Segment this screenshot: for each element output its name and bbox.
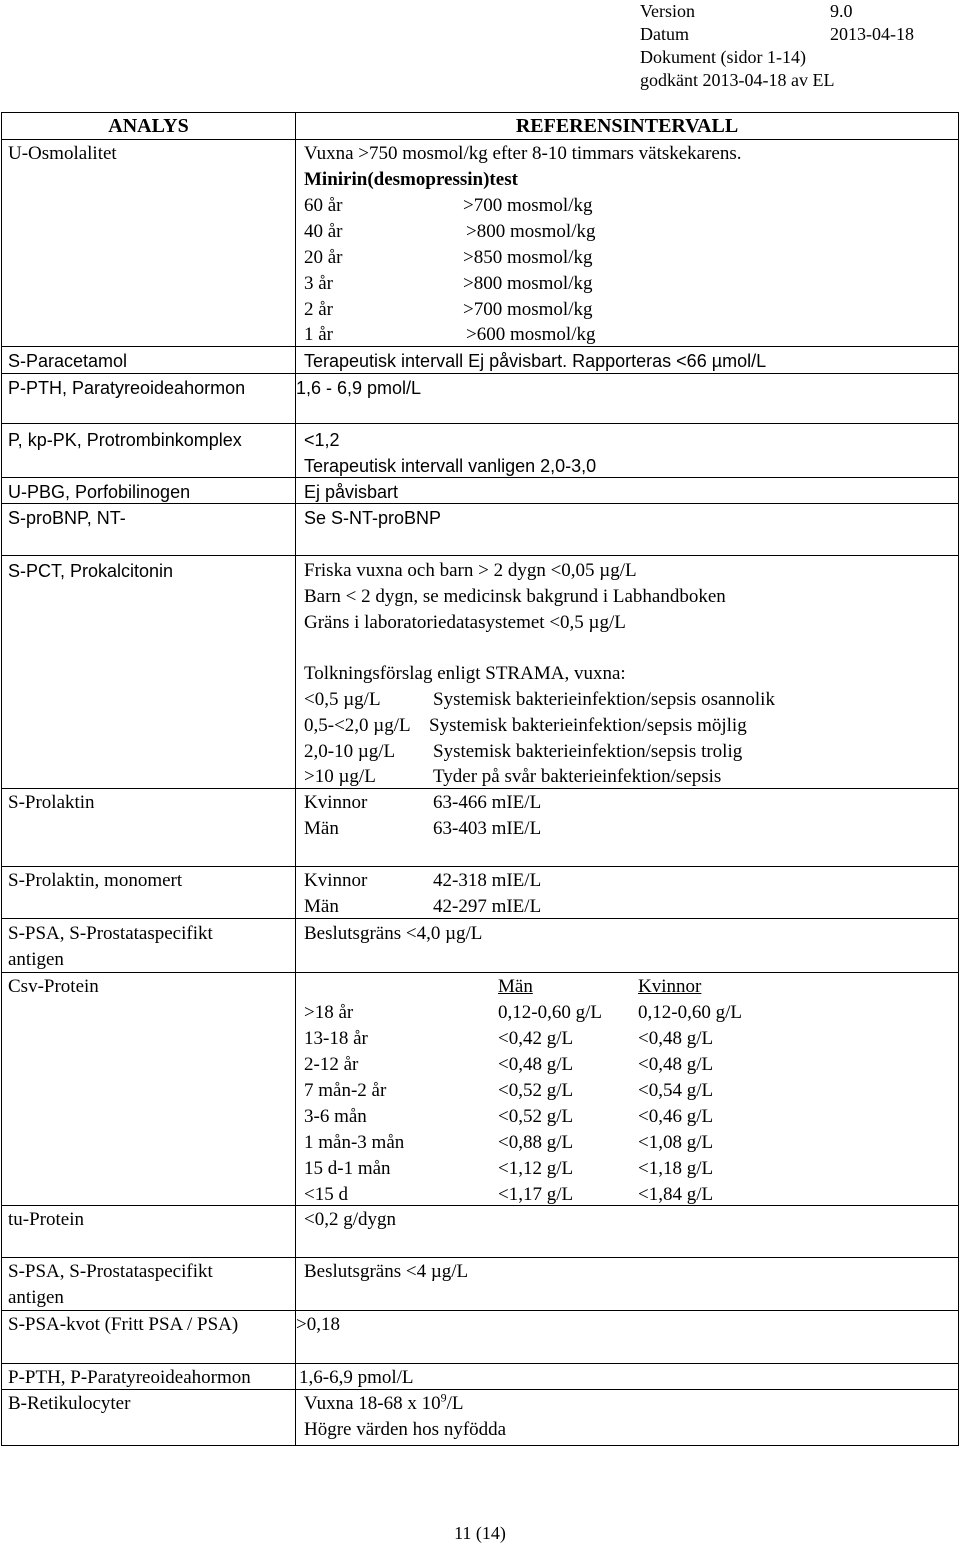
analys-name: P, kp-PK, Protrombinkomplex	[8, 430, 242, 450]
analys-name: U-PBG, Porfobilinogen	[8, 482, 191, 502]
ref-value: >700 mosmol/kg	[463, 299, 593, 320]
page-number: 11 (14)	[454, 1523, 506, 1543]
sex-label: Kvinnor	[304, 792, 368, 813]
ref-text: Vuxna >750 mosmol/kg efter 8-10 timmars vätskekarens.	[304, 143, 742, 164]
ref-value: 2,0-10 µg/L	[304, 741, 396, 762]
ref-text-exponent: 9	[440, 1390, 447, 1405]
ref-value: 0,5-<2,0 µg/L	[304, 715, 411, 736]
ref-text: <1,2	[304, 430, 340, 450]
analys-name: U-Osmolalitet	[8, 143, 117, 164]
ref-text: Tyder på svår bakterieinfektion/sepsis	[433, 766, 722, 787]
age-label: 7 mån-2 år	[304, 1080, 387, 1101]
age-label: 15 d-1 mån	[304, 1158, 391, 1179]
analys-name: S-PSA, S-Prostataspecifikt	[8, 923, 213, 944]
ref-value-kvinnor: 0,12-0,60 g/L	[638, 1002, 742, 1023]
sex-label: Män	[304, 896, 339, 917]
ref-value: >700 mosmol/kg	[463, 195, 593, 216]
version-value: 9.0	[830, 1, 853, 21]
age-label: 13-18 år	[304, 1028, 368, 1049]
ref-text: Ej påvisbart	[304, 482, 399, 502]
age-label: 3-6 mån	[304, 1106, 367, 1127]
analys-name: S-Paracetamol	[8, 351, 128, 371]
age-label: <15 d	[304, 1184, 348, 1205]
ref-text: Systemisk bakterieinfektion/sepsis osannolik	[433, 689, 775, 710]
ref-text: 1,6 - 6,9 pmol/L	[296, 378, 422, 398]
ref-text: Högre värden hos nyfödda	[304, 1419, 507, 1440]
ref-text: Terapeutisk intervall vanligen 2,0-3,0	[304, 456, 597, 476]
ref-text: Beslutsgräns <4 µg/L	[304, 1261, 469, 1282]
analys-name-cont: antigen	[8, 1287, 64, 1308]
ref-text	[304, 1391, 463, 1417]
approved-line: godkänt 2013-04-18 av EL	[640, 70, 835, 90]
table-row	[2, 1258, 959, 1311]
analys-name: P-PTH, Paratyreoideahormon	[8, 378, 246, 398]
table-row	[2, 1364, 959, 1390]
analys-name-cont: antigen	[8, 949, 64, 970]
table-row	[2, 140, 959, 347]
ref-text: Barn < 2 dygn, se medicinsk bakgrund i Labhandboken	[304, 586, 726, 607]
ref-value: <0,5 µg/L	[304, 689, 381, 710]
ref-value: 42-297 mIE/L	[433, 896, 542, 917]
ref-text: 1,6-6,9 pmol/L	[299, 1367, 414, 1388]
ref-value-kvinnor: <0,48 g/L	[638, 1054, 714, 1075]
age-label: 2-12 år	[304, 1054, 359, 1075]
age-label: 60 år	[304, 195, 343, 216]
table-row	[2, 1390, 959, 1446]
ref-text: Minirin(desmopressin)test	[304, 169, 518, 190]
analys-name: S-Prolaktin, monomert	[8, 870, 183, 891]
ref-value: 42-318 mIE/L	[433, 870, 542, 891]
ref-value-man: <0,48 g/L	[498, 1054, 574, 1075]
column-header-analys: ANALYS	[2, 113, 296, 140]
table-row	[2, 973, 959, 1206]
table-row	[2, 478, 959, 504]
ref-value: >10 µg/L	[304, 766, 376, 787]
column-label-man: Män	[498, 976, 533, 997]
ref-value: >850 mosmol/kg	[463, 247, 593, 268]
age-label: >18 år	[304, 1002, 354, 1023]
table-row	[2, 424, 959, 478]
sex-label: Kvinnor	[304, 870, 368, 891]
table-header-row	[2, 113, 959, 140]
ref-value-man: <0,52 g/L	[498, 1106, 574, 1127]
age-label: 40 år	[304, 221, 343, 242]
date-row	[640, 23, 940, 46]
ref-text: Gräns i laboratoriedatasystemet <0,5 µg/L	[304, 612, 626, 633]
ref-value-kvinnor: <1,84 g/L	[638, 1184, 714, 1205]
ref-value-man: <0,88 g/L	[498, 1132, 574, 1153]
age-label: 1 mån-3 mån	[304, 1132, 405, 1153]
ref-value-man: <1,12 g/L	[498, 1158, 574, 1179]
document-header	[640, 0, 940, 92]
table-row	[2, 374, 959, 424]
table-row	[2, 919, 959, 973]
analys-name: S-PSA-kvot (Fritt PSA / PSA)	[8, 1314, 239, 1335]
version-label: Version	[640, 1, 695, 21]
age-label: 20 år	[304, 247, 343, 268]
reference-table	[1, 112, 959, 1446]
ref-text: >0,18	[296, 1314, 340, 1335]
ref-text: Se S-NT-proBNP	[304, 508, 442, 528]
ref-value: >800 mosmol/kg	[463, 273, 593, 294]
analys-name: B-Retikulocyter	[8, 1393, 131, 1414]
sex-label: Män	[304, 818, 339, 839]
date-value: 2013-04-18	[830, 24, 914, 44]
table-row	[2, 789, 959, 867]
analys-name: S-PSA, S-Prostataspecifikt	[8, 1261, 213, 1282]
ref-value-kvinnor: <1,08 g/L	[638, 1132, 714, 1153]
ref-value: >800 mosmol/kg	[466, 221, 596, 242]
ref-value: 63-403 mIE/L	[433, 818, 542, 839]
analys-name: Csv-Protein	[8, 976, 99, 997]
column-header-referensintervall: REFERENSINTERVALL	[296, 113, 959, 140]
ref-value-man: <0,52 g/L	[498, 1080, 574, 1101]
analys-name: S-proBNP, NT-	[8, 508, 126, 528]
age-label: 3 år	[304, 273, 334, 294]
table-row	[2, 1206, 959, 1258]
ref-text: Systemisk bakterieinfektion/sepsis trolig	[433, 741, 743, 762]
age-label: 2 år	[304, 299, 334, 320]
ref-value-kvinnor: <0,48 g/L	[638, 1028, 714, 1049]
table-row	[2, 347, 959, 374]
date-label: Datum	[640, 24, 689, 44]
column-label-kvinnor: Kvinnor	[638, 976, 702, 997]
u-osm-ref	[296, 140, 959, 347]
ref-value: >600 mosmol/kg	[466, 324, 596, 345]
ref-value-man: 0,12-0,60 g/L	[498, 1002, 602, 1023]
analys-name: S-PCT, Prokalcitonin	[8, 561, 174, 581]
ref-value-kvinnor: <0,54 g/L	[638, 1080, 714, 1101]
ref-value: 63-466 mIE/L	[433, 792, 542, 813]
table-row	[2, 504, 959, 556]
version-row	[640, 0, 940, 23]
table-row	[2, 1311, 959, 1364]
document-pages: Dokument (sidor 1-14)	[640, 47, 806, 67]
analys-name: S-Prolaktin	[8, 792, 95, 813]
ref-value-man: <1,17 g/L	[498, 1184, 574, 1205]
ref-text: Friska vuxna och barn > 2 dygn <0,05 µg/L	[304, 560, 637, 581]
analys-name: tu-Protein	[8, 1209, 84, 1230]
analys-name: P-PTH, P-Paratyreoideahormon	[8, 1367, 251, 1388]
csv-ref	[296, 973, 959, 1206]
table-row	[2, 556, 959, 789]
ref-value-kvinnor: <1,18 g/L	[638, 1158, 714, 1179]
ref-text: Tolkningsförslag enligt STRAMA, vuxna:	[304, 663, 626, 684]
ref-text: Terapeutisk intervall Ej påvisbart. Rapporteras <66 µmol/L	[304, 351, 767, 371]
ref-text-main: Vuxna 18-68 x 10	[304, 1393, 441, 1414]
age-label: 1 år	[304, 324, 334, 345]
ref-value-kvinnor: <0,46 g/L	[638, 1106, 714, 1127]
ref-text: Systemisk bakterieinfektion/sepsis möjlig	[429, 715, 747, 736]
ref-text: Beslutsgräns <4,0 µg/L	[304, 923, 483, 944]
ref-text-unit: /L	[446, 1393, 464, 1414]
ref-value-man: <0,42 g/L	[498, 1028, 574, 1049]
table-row	[2, 867, 959, 919]
pct-ref	[296, 556, 959, 789]
ref-text: <0,2 g/dygn	[304, 1209, 396, 1230]
